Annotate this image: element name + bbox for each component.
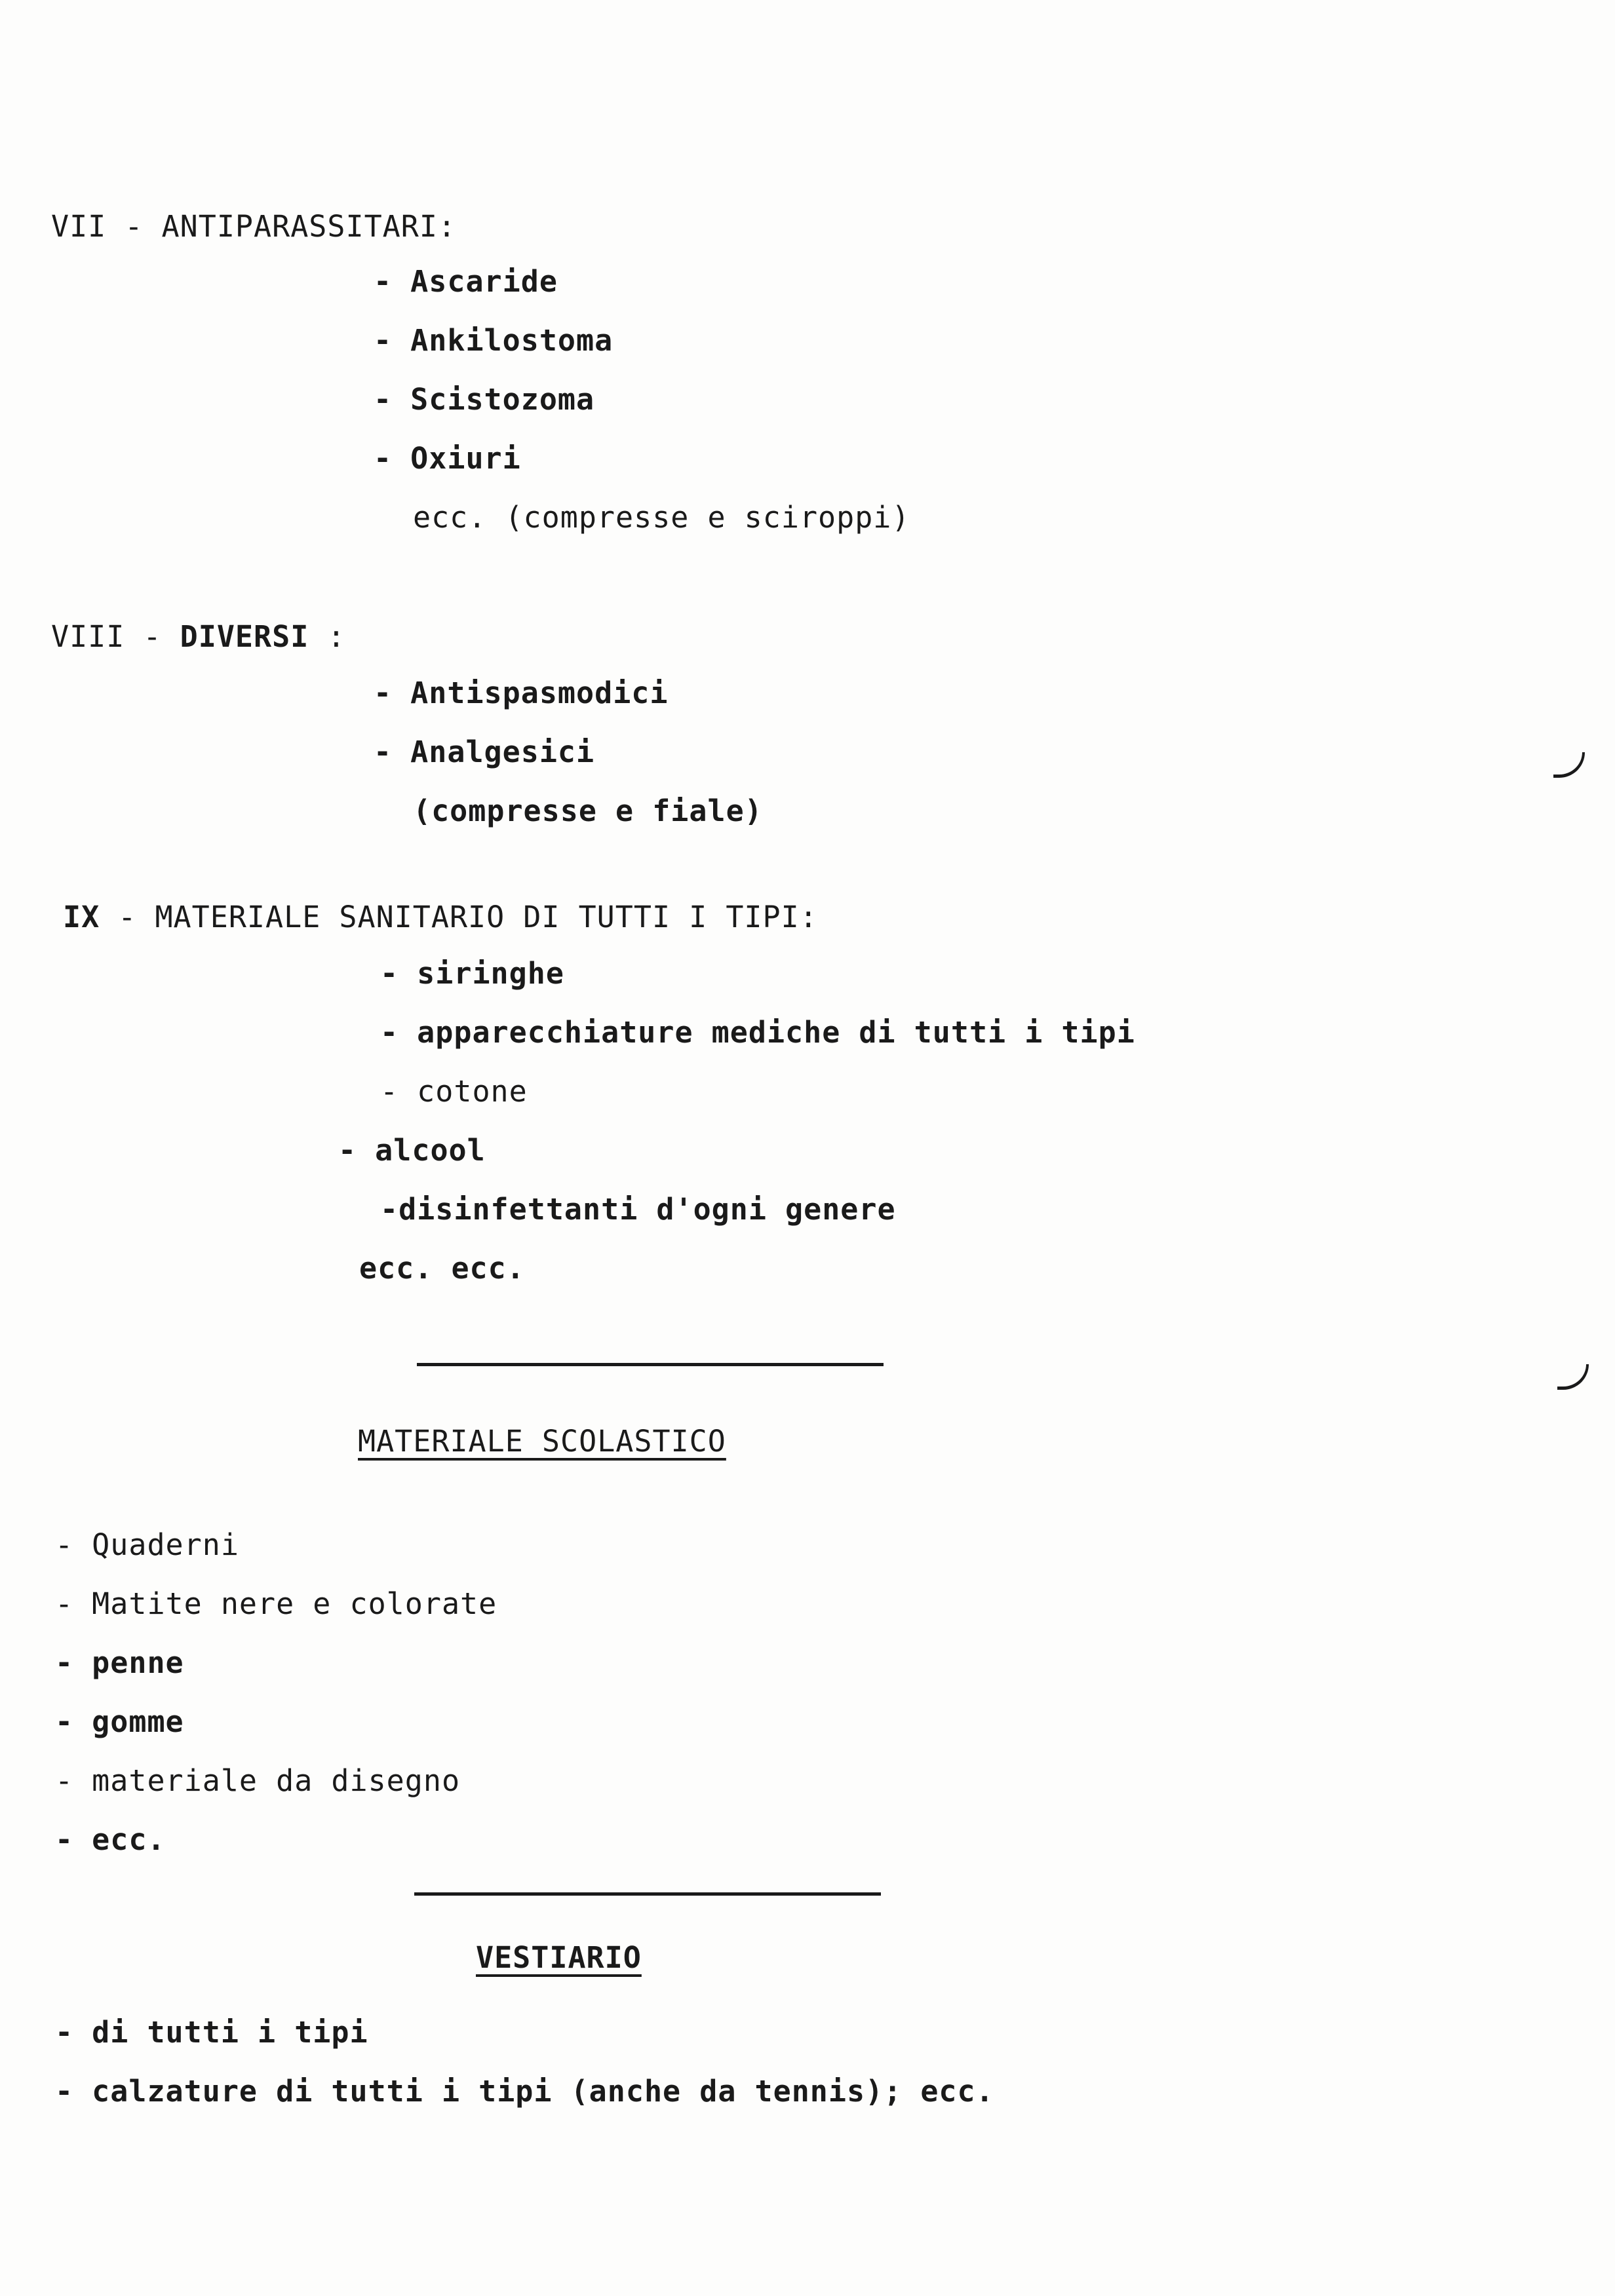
vestiario-item: - calzature di tutti i tipi (anche da tennis); ecc. bbox=[55, 2074, 994, 2109]
section-vii-item: - Ascaride bbox=[374, 264, 558, 299]
section-ix-note: ecc. ecc. bbox=[359, 1251, 525, 1286]
section-vii-note: ecc. (compresse e sciroppi) bbox=[413, 500, 910, 535]
section-ix-title-rest: - MATERIALE SANITARIO DI TUTTI I TIPI: bbox=[100, 900, 818, 934]
scolastico-item: - penne bbox=[55, 1645, 184, 1680]
section-vii-item: - Ankilostoma bbox=[374, 323, 613, 358]
vestiario-item: - di tutti i tipi bbox=[55, 2015, 368, 2050]
vestiario-heading: VESTIARIO bbox=[476, 1940, 642, 1975]
separator-rule bbox=[414, 1892, 881, 1896]
section-ix-title-num: IX bbox=[63, 900, 100, 934]
separator-rule bbox=[417, 1363, 884, 1366]
section-viii-note: (compresse e fiale) bbox=[413, 794, 763, 828]
scolastico-item: - materiale da disegno bbox=[55, 1763, 461, 1798]
scolastico-item: - ecc. bbox=[55, 1822, 166, 1857]
section-viii-title-prefix: VIII - bbox=[51, 619, 180, 654]
section-ix-item: -disinfettanti d'ogni genere bbox=[380, 1192, 896, 1227]
margin-mark bbox=[1553, 752, 1585, 778]
section-ix-item: - siringhe bbox=[380, 956, 564, 991]
margin-mark bbox=[1557, 1364, 1589, 1390]
section-vii-item: - Oxiuri bbox=[374, 441, 521, 476]
section-viii-title-word: DIVERSI bbox=[180, 619, 309, 654]
scolastico-item: - Quaderni bbox=[55, 1527, 239, 1562]
section-ix-item: - cotone bbox=[380, 1074, 528, 1109]
section-viii-item: - Analgesici bbox=[374, 735, 595, 769]
scolastico-item: - gomme bbox=[55, 1704, 184, 1739]
section-viii-title bbox=[51, 619, 346, 655]
section-ix-item: - alcool bbox=[338, 1133, 486, 1168]
section-vii-item: - Scistozoma bbox=[374, 382, 595, 417]
section-ix-title bbox=[63, 899, 818, 936]
section-vii-title: VII - ANTIPARASSITARI: bbox=[51, 209, 457, 244]
section-viii-item: - Antispasmodici bbox=[374, 676, 669, 710]
scolastico-item: - Matite nere e colorate bbox=[55, 1586, 497, 1621]
scolastico-heading: MATERIALE SCOLASTICO bbox=[358, 1424, 726, 1459]
section-ix-item: - apparecchiature mediche di tutti i tipi bbox=[380, 1015, 1135, 1050]
section-viii-title-suffix: : bbox=[309, 619, 346, 654]
